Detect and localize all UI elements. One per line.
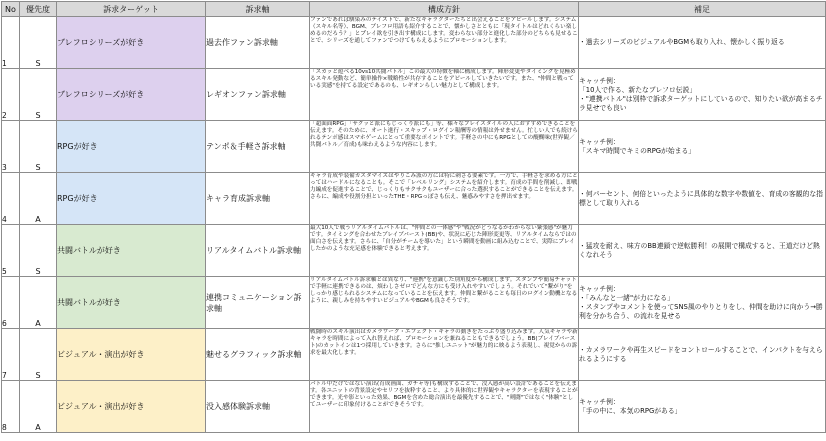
note-cell[interactable] (579, 17, 826, 69)
target-cell[interactable]: ビジュアル・演出が好き (57, 381, 206, 433)
axis-cell[interactable]: キャラ育成訴求軸 (206, 173, 310, 225)
header-axis[interactable]: 訴求軸 (206, 2, 310, 17)
table-row (2, 381, 826, 433)
note-cell[interactable] (579, 69, 826, 121)
plan-cell[interactable] (310, 277, 579, 329)
priority-cell[interactable]: A (20, 277, 57, 329)
header-row (2, 2, 826, 17)
note-text: ・過去シリーズのビジュアルやBGMも取り入れ、懐かしく振り返る (579, 38, 785, 46)
table-row (2, 277, 826, 329)
plan-cell[interactable] (310, 121, 579, 173)
note-text: キャッチ例： 「手の中に、本気のRPGがある」 (579, 397, 682, 415)
note-text: キャッチ例： ・「みんなと一緒"が力になる」 ・スタンプやコメントを使ってSNS風のやりとりをし、仲間を助けに向かう→勝利を分かち合う、の流れを見せる (579, 284, 823, 320)
note-cell[interactable] (579, 121, 826, 173)
plan-text: 「スカッと遊べる10vs10共闘バトル」この最大の特徴を軸に構成します。陣形変更やタイミングを見極めるスキル発動など、簡単操作×戦略性が共存することをアピールしていきたいです。また、"仲間と戦っている実感"を持てる設定であるのも、レギオンらしい魅力として構成します。 (310, 69, 576, 89)
note-cell[interactable] (579, 225, 826, 277)
plan-text: 戦闘時のスキル演出はカメラワーク・エフェクト・キャラの動きをたっぷり盛り込みます。人気キャラや新キャラを時間によって入れ替えれば、プロモーションを兼ねることもできるでしょう。BB(ブレイブバースト)のカットインは1つ採用していきます。さらに"推しユニット"が魅力的に映るよう表現し、視覚からの訴求を最大化します。 (310, 329, 578, 356)
target-cell[interactable]: ビジュアル・演出が好き (57, 329, 206, 381)
axis-cell[interactable]: 魅せるグラフィック訴求軸 (206, 329, 310, 381)
plan-cell[interactable] (310, 329, 579, 381)
note-text: キャッチ例： 「10人で作る、新たなブレフロ伝説」 ・"連携バトル"は別枠で訴求ターゲットにしているので、知りたい欲が高まるチラ見せでも良い (579, 76, 823, 112)
plan-text: キャラ育成や装備カスタマイズはやりこみ派の方には特に刺さる要素です。一方で、手軽さを求める方にとってはハードルになることも。そこで「レベルリング」システムを紹介します。育成の手間を削減し、即戦力編成を促進することで、じっくりもサクサクもユーザーに合った選択することができることを伝えます。さらに、編成や役割分担といったTHE・RPGっぽさも伝え、魅惑みやすさを押出せます。 (310, 173, 578, 200)
row-no-cell[interactable]: 7 (2, 329, 20, 381)
target-cell[interactable]: 共闘バトルが好き (57, 277, 206, 329)
plan-text: 最大10人で戦うリアルタイムバトルは、"仲間との一体感"や"戦況がどうなるかわからない緊張感"が魅力です。タイミングを合わせたブレイブバースト(BB)や、状況に応じた陣形変更等、リアルタイムならではの面白さを伝えます。さらに、「自分がチームを導いた」という瞬間を動画に組み込むことで、実際にプレイしたかのような充足感を体験できると考えます。 (310, 225, 577, 252)
priority-cell[interactable]: A (20, 381, 57, 433)
priority-cell[interactable]: A (20, 173, 57, 225)
plan-text: ファンであれば馴染みのテイストで、新たなキャラクターたちと出会えることをアピールします。システム（スキル名等）、BGM、ブレフロ用語も紹介することで、懐かしさとともに「現タイトルはどれくらい楽しめるのだろう？」とプレイ欲を引き出す構成にします。変わらない部分と進化した部分のどちらも見せることで、シリーズを通してファンでつけてもらえるようにプロモーションします。 (310, 17, 578, 44)
target-cell[interactable]: ブレフロシリーズが好き (57, 69, 206, 121)
axis-cell[interactable]: レギオンファン訴求軸 (206, 69, 310, 121)
priority-cell[interactable]: S (20, 69, 57, 121)
row-no-cell[interactable]: 6 (2, 277, 20, 329)
header-priority[interactable]: 優先度 (20, 2, 57, 17)
axis-cell[interactable]: 没入感体験訴求軸 (206, 381, 310, 433)
row-no-cell[interactable]: 4 (2, 173, 20, 225)
note-text: ・猛攻を耐え、味方のBB連鎖で逆転勝利！の展開で構成すると、王道だけど熱くなれそう (579, 241, 820, 259)
table-row (2, 225, 826, 277)
table-row (2, 17, 826, 69)
target-cell[interactable]: RPGが好き (57, 121, 206, 173)
plan-text: 「超面面RPG」「サクッと派にもじっくり派にも」等、様々なプレイスタイルの人におすすめできることを伝えます。そのために、オート進行・スキップ・ログイン報酬等の情報は外せません。忙しい人でも続けられるテンポ感はスマホゲームにとって重要なポイントです。手軽さの中にもRPGとしての醍醐味(世界観／共闘バトル／育成)も味わえるような内容にします。 (310, 121, 578, 148)
row-no-cell[interactable]: 2 (2, 69, 20, 121)
axis-cell[interactable]: 過去作ファン訴求軸 (206, 17, 310, 69)
priority-cell[interactable]: S (20, 329, 57, 381)
note-text: キャッチ例： 「スキマ時間でキミのRPGが始まる」 (579, 137, 696, 155)
plan-cell[interactable] (310, 381, 579, 433)
table-row (2, 121, 826, 173)
note-cell[interactable] (579, 173, 826, 225)
table-row (2, 329, 826, 381)
note-text: ・何パーセント、何倍といったように具体的な数字や数値を、育成の客観的な指標として取り入れる (579, 189, 823, 207)
note-cell[interactable] (579, 329, 826, 381)
header-target[interactable]: 訴求ターゲット (57, 2, 206, 17)
plan-cell[interactable] (310, 69, 579, 121)
header-plan[interactable]: 構成方針 (310, 2, 579, 17)
target-cell[interactable]: RPGが好き (57, 173, 206, 225)
target-cell[interactable]: ブレフロシリーズが好き (57, 17, 206, 69)
plan-cell[interactable] (310, 17, 579, 69)
row-no-cell[interactable]: 3 (2, 121, 20, 173)
plan-text: バトル中だけではない演出(育成画面、ガチャ等)も構成することで、没入感が高い設計であることを伝えます。各ユニットの背景設定やセリフを抜粋すること、より具体的に世界観やキャラクターを表現することができます。光や影といった効果、BGMを含めた総合演出を最優先することで、"剣闘"ではなく"体験"としてユーザーに印象付けることができそうです。 (310, 381, 578, 408)
note-text: ・カメラワークや再生スピードをコントロールすることで、インパクトを与えられるようにする (579, 345, 823, 363)
plan-text: リアルタイムバトル訴求軸とは異なり、"連携"を意識した別角度から構成します。スタンプや簡易チャットで手軽に連携できるのは、煩わしさゼロでどんな方にも受け入れやすいでしょう。それでいて"繋がり"をしっかり感じられるシステムになっていることを伝えます。仲間と繋がることも毎日のログイン動機となるように、親しみを持ちやすいビジュアルやBGMも良さそうです。 (310, 277, 578, 304)
header-no[interactable]: No (2, 2, 20, 17)
note-cell[interactable] (579, 381, 826, 433)
priority-cell[interactable]: S (20, 225, 57, 277)
priority-cell[interactable]: S (20, 17, 57, 69)
axis-cell[interactable]: リアルタイムバトル訴求軸 (206, 225, 310, 277)
planning-sheet (1, 1, 826, 433)
note-cell[interactable] (579, 277, 826, 329)
row-no-cell[interactable]: 8 (2, 381, 20, 433)
row-no-cell[interactable]: 1 (2, 17, 20, 69)
target-cell[interactable]: 共闘バトルが好き (57, 225, 206, 277)
plan-cell[interactable] (310, 173, 579, 225)
axis-cell[interactable]: テンポ＆手軽さ訴求軸 (206, 121, 310, 173)
axis-cell[interactable]: 連携コミュニケーション訴求軸 (206, 277, 310, 329)
table-row (2, 173, 826, 225)
row-no-cell[interactable]: 5 (2, 225, 20, 277)
table-row (2, 69, 826, 121)
header-note[interactable]: 補足 (579, 2, 826, 17)
plan-cell[interactable] (310, 225, 579, 277)
priority-cell[interactable]: S (20, 121, 57, 173)
